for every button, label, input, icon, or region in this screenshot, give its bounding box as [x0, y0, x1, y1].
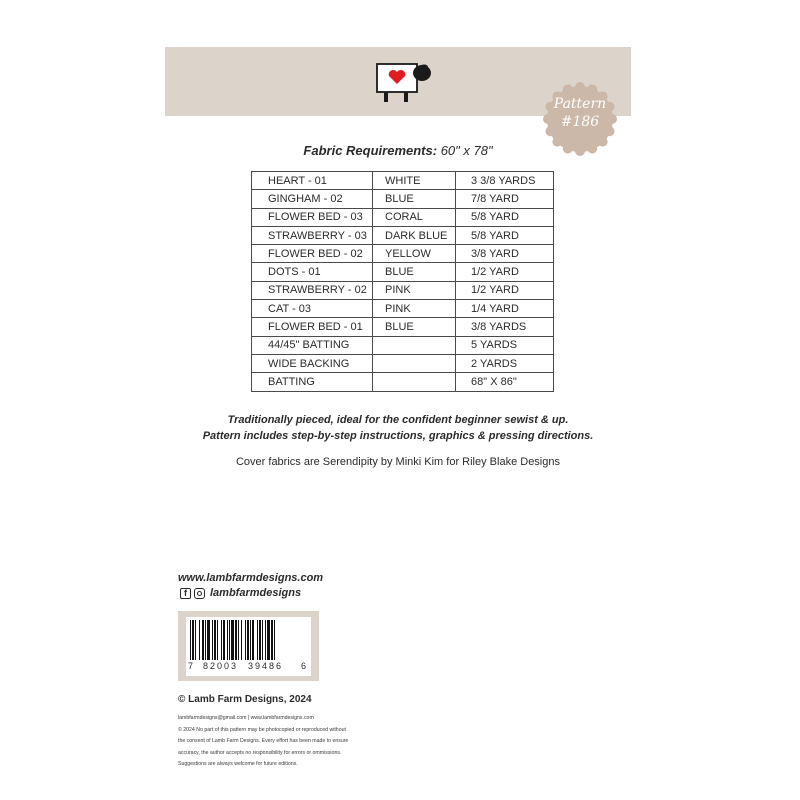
fabric-color-cell	[373, 336, 456, 354]
fabric-amount-cell: 7/8 YARD	[456, 190, 554, 208]
fabric-amount-cell: 1/2 YARD	[456, 263, 554, 281]
table-row	[252, 208, 554, 226]
fabric-name-cell: STRAWBERRY - 03	[252, 226, 373, 244]
fabric-name-cell: HEART - 01	[252, 172, 373, 190]
table-row	[252, 300, 554, 318]
fine-print: lambfarmdesigns@gmail.com | www.lambfarmdesigns.com © 2024 No part of this pattern may be photocopied or reproduced without the consent of Lamb Farm Designs. Every effort has been made to ensure accuracy, the author accepts no responsibility for errors or ommissions. Suggestions are always welcome for future editions.	[178, 715, 349, 767]
table-row	[252, 373, 554, 391]
table-row	[252, 245, 554, 263]
fabric-color-cell: BLUE	[373, 318, 456, 336]
fabric-amount-cell: 5/8 YARD	[456, 226, 554, 244]
fabric-color-cell: BLUE	[373, 190, 456, 208]
fabric-amount-cell: 2 YARDS	[456, 354, 554, 372]
barcode	[190, 620, 307, 662]
fabric-color-cell: PINK	[373, 300, 456, 318]
pattern-number: Pattern #186	[553, 96, 607, 130]
cover-credit: Cover fabrics are Serendipity by Minki Kim for Riley Blake Designs	[235, 456, 560, 468]
fabric-name-cell: DOTS - 01	[252, 263, 373, 281]
pattern-description: Traditionally pieced, ideal for the confident beginner sewist & up. Pattern includes step-by-step instructions, graphics & pressing directions.	[202, 414, 594, 442]
copyright: © Lamb Farm Designs, 2024	[178, 694, 312, 705]
fabric-name-cell: WIDE BACKING	[252, 354, 373, 372]
fabric-color-cell: WHITE	[373, 172, 456, 190]
fabric-name-cell: FLOWER BED - 02	[252, 245, 373, 263]
fabric-color-cell: YELLOW	[373, 245, 456, 263]
fabric-requirements-table	[251, 171, 554, 392]
fabric-name-cell: 44/45" BATTING	[252, 336, 373, 354]
social-handle[interactable]: lambfarmdesigns	[210, 587, 302, 599]
fabric-name-cell: CAT - 03	[252, 300, 373, 318]
fabric-amount-cell: 1/2 YARD	[456, 281, 554, 299]
table-row	[252, 354, 554, 372]
fabric-amount-cell: 5/8 YARD	[456, 208, 554, 226]
table-row	[252, 318, 554, 336]
fabric-amount-cell: 1/4 YARD	[456, 300, 554, 318]
table-row	[252, 172, 554, 190]
fabric-color-cell: CORAL	[373, 208, 456, 226]
fabric-name-cell: FLOWER BED - 03	[252, 208, 373, 226]
fabric-color-cell: BLUE	[373, 263, 456, 281]
fabric-amount-cell: 68" X 86"	[456, 373, 554, 391]
lamb-logo	[373, 62, 437, 104]
fabric-name-cell: GINGHAM - 02	[252, 190, 373, 208]
fabric-name-cell: BATTING	[252, 373, 373, 391]
fabric-amount-cell: 3 3/8 YARDS	[456, 172, 554, 190]
table-row	[252, 226, 554, 244]
fabric-amount-cell: 5 YARDS	[456, 336, 554, 354]
website-link[interactable]: www.lambfarmdesigns.com	[178, 572, 324, 584]
table-row	[252, 281, 554, 299]
fabric-amount-cell: 3/8 YARDS	[456, 318, 554, 336]
fabric-amount-cell: 3/8 YARD	[456, 245, 554, 263]
facebook-icon[interactable]: f	[180, 588, 191, 599]
instagram-icon[interactable]	[194, 588, 205, 599]
fabric-color-cell	[373, 354, 456, 372]
table-row	[252, 263, 554, 281]
fabric-name-cell: STRAWBERRY - 02	[252, 281, 373, 299]
table-row	[252, 336, 554, 354]
fabric-name-cell: FLOWER BED - 01	[252, 318, 373, 336]
table-row	[252, 190, 554, 208]
fabric-color-cell	[373, 373, 456, 391]
fabric-color-cell: PINK	[373, 281, 456, 299]
fabric-color-cell: DARK BLUE	[373, 226, 456, 244]
fabric-requirements-title: Fabric Requirements: 60" x 78"	[303, 143, 493, 158]
social-links	[180, 587, 301, 599]
